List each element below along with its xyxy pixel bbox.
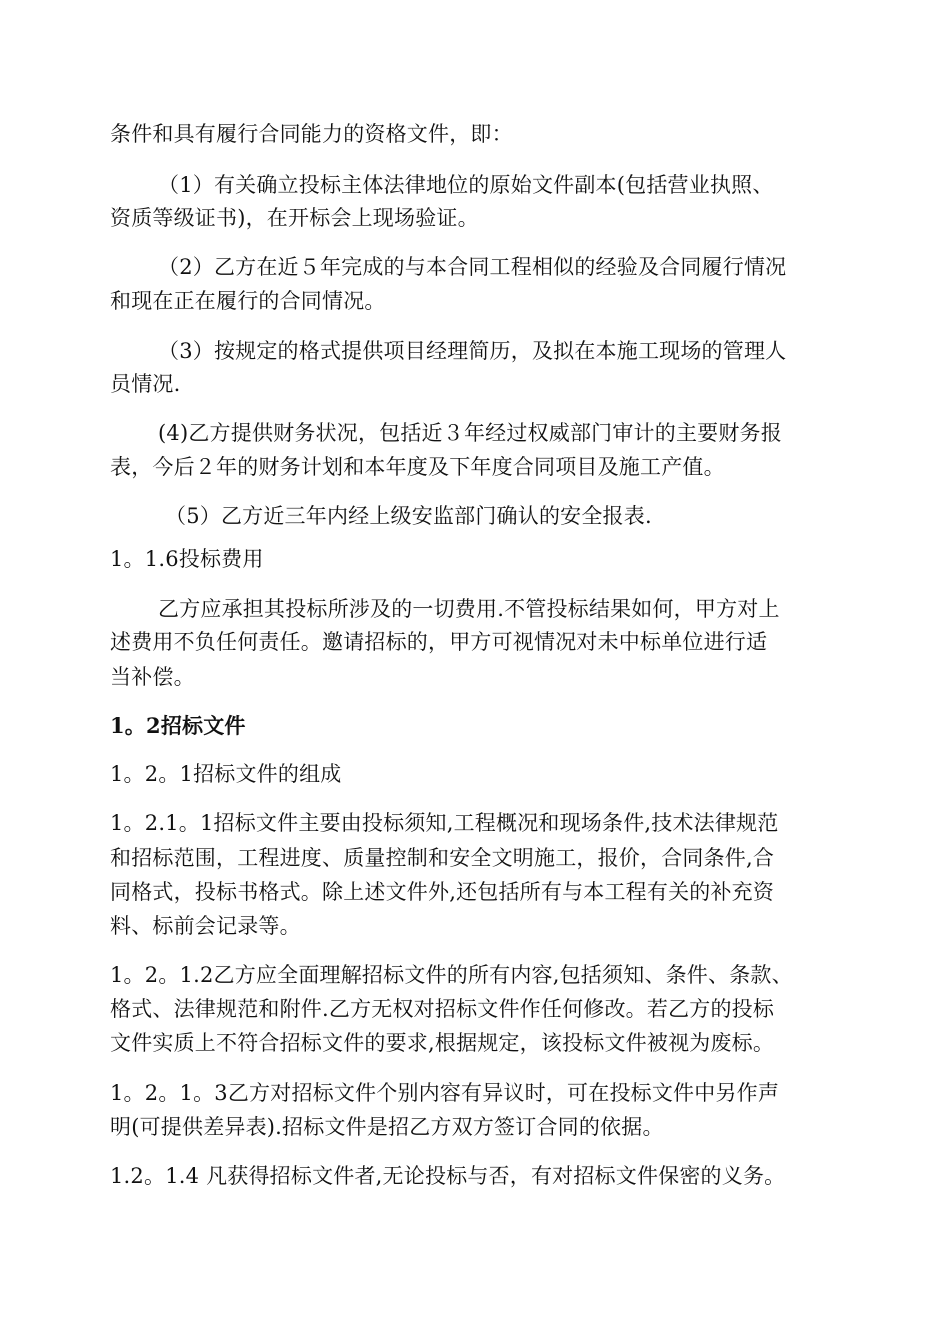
text-line: 1。2.1。1招标文件主要由投标须知,工程概况和现场条件,技术法律规范 bbox=[110, 811, 779, 835]
text-line: 同格式，投标书格式。除上述文件外,还包括所有与本工程有关的补充资 bbox=[110, 880, 775, 904]
text-line: 当补偿。 bbox=[110, 665, 195, 689]
text-line: 1。2。1。3乙方对招标文件个别内容有异议时，可在投标文件中另作声 bbox=[110, 1081, 780, 1105]
text-line: 员情况. bbox=[110, 372, 181, 396]
text-line: （5）乙方近三年内经上级安监部门确认的安全报表. bbox=[165, 504, 652, 528]
text-line: （1）有关确立投标主体法律地位的原始文件副本(包括营业执照、 bbox=[158, 173, 774, 197]
text-line: 述费用不负任何责任。邀请招标的，甲方可视情况对未中标单位进行适 bbox=[110, 630, 768, 654]
subsection-heading: 1。2。1招标文件的组成 bbox=[110, 762, 342, 786]
text-line: （2）乙方在近５年完成的与本合同工程相似的经验及合同履行情况 bbox=[158, 255, 787, 279]
text-line: 料、标前会记录等。 bbox=[110, 914, 301, 938]
text-line: 1.2。1.4 凡获得招标文件者,无论投标与否，有对招标文件保密的义务。 bbox=[110, 1164, 786, 1188]
text-line: 1。2。1.2乙方应全面理解招标文件的所有内容,包括须知、条件、条款、 bbox=[110, 963, 793, 987]
text-line: 和招标范围，工程进度、质量控制和安全文明施工，报价，合同条件,合 bbox=[110, 846, 775, 870]
text-line: 明(可提供差异表).招标文件是招乙方双方签订合同的依据。 bbox=[110, 1115, 664, 1139]
text-line: 和现在正在履行的合同情况。 bbox=[110, 289, 386, 313]
section-heading: 1。2招标文件 bbox=[110, 713, 246, 738]
text-line: 表，今后２年的财务计划和本年度及下年度合同项目及施工产值。 bbox=[110, 455, 725, 479]
text-line: 资质等级证书)，在开标会上现场验证。 bbox=[110, 206, 479, 230]
text-line: 条件和具有履行合同能力的资格文件，即： bbox=[110, 122, 513, 146]
text-line: （3）按规定的格式提供项目经理简历，及拟在本施工现场的管理人 bbox=[158, 339, 787, 363]
text-line: 格式、法律规范和附件.乙方无权对招标文件作任何修改。若乙方的投标 bbox=[110, 997, 775, 1021]
text-line: 文件实质上不符合招标文件的要求,根据规定，该投标文件被视为废标。 bbox=[110, 1031, 775, 1055]
text-line: 乙方应承担其投标所涉及的一切费用.不管投标结果如何，甲方对上 bbox=[158, 597, 780, 621]
text-line: (4)乙方提供财务状况，包括近３年经过权威部门审计的主要财务报 bbox=[158, 421, 782, 445]
section-heading: 1。1.6投标费用 bbox=[110, 547, 264, 571]
